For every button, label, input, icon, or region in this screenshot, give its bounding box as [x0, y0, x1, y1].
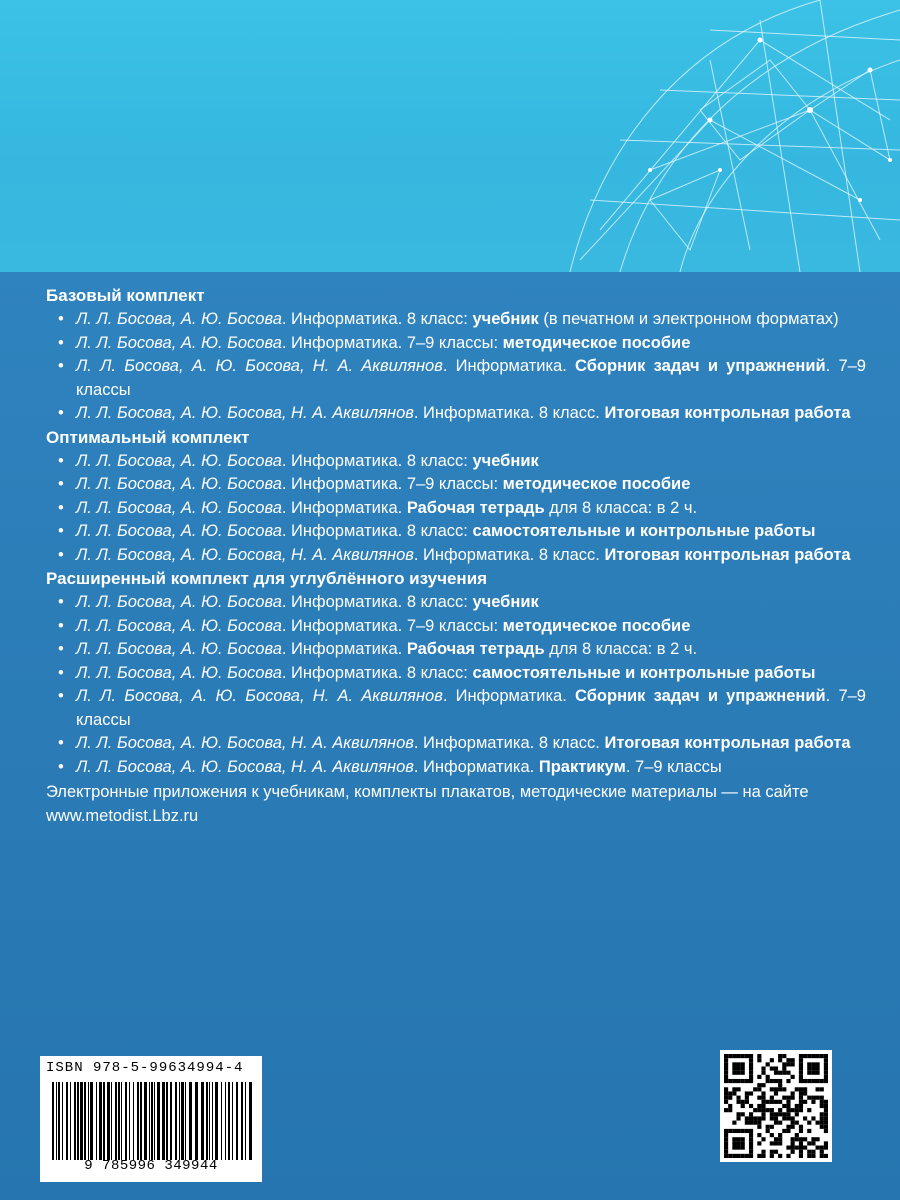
book-details: . 7–9 классы — [625, 757, 722, 776]
book-item — [46, 615, 866, 639]
book-item — [46, 450, 866, 474]
book-authors: Л. Л. Босова, А. Ю. Босова, Н. А. Аквилянов — [76, 687, 443, 705]
book-item — [46, 332, 866, 356]
series-list — [46, 284, 866, 828]
book-authors: Л. Л. Босова, А. Ю. Босова — [76, 640, 282, 658]
book-item — [46, 685, 866, 732]
book-title-text: . Информатика. 8 класс: — [281, 451, 473, 470]
book-item — [46, 497, 866, 521]
book-type: Практикум — [538, 757, 626, 776]
book-type: учебник — [472, 310, 539, 328]
book-authors: Л. Л. Босова, А. Ю. Босова, Н. А. Аквилянов — [76, 545, 414, 564]
book-details: для 8 класса: в 2 ч. — [544, 640, 698, 658]
book-authors: Л. Л. Босова, А. Ю. Босова, Н. А. Аквилянов — [76, 404, 414, 422]
isbn-label: ISBN 978-5-99634994-4 — [46, 1060, 244, 1076]
book-authors: Л. Л. Босова, А. Ю. Босова — [76, 663, 282, 682]
book-type: Итоговая контрольная работа — [604, 734, 851, 752]
book-title-text: . Информатика. 8 класс: — [281, 522, 473, 540]
book-item — [46, 638, 866, 662]
book-item — [46, 591, 866, 615]
book-authors: Л. Л. Босова, А. Ю. Босова — [76, 310, 282, 328]
book-type: методическое пособие — [502, 616, 691, 635]
book-type: учебник — [472, 593, 539, 611]
book-title-text: . Информатика. 7–9 классы: — [281, 333, 503, 352]
book-authors: Л. Л. Босова, А. Ю. Босова — [76, 475, 282, 493]
book-title-text: . Информатика. 8 класс. — [413, 404, 605, 422]
book-title-text: . Информатика. — [442, 687, 576, 705]
book-title-text: . Информатика. — [281, 640, 407, 658]
section-title: Расширенный комплект для углублённого изучения — [46, 569, 488, 588]
book-authors: Л. Л. Босова, А. Ю. Босова — [76, 333, 282, 352]
book-title-text: . Информатика. 8 класс: — [281, 310, 473, 328]
book-type: методическое пособие — [502, 475, 691, 493]
barcode-bars — [50, 1082, 254, 1160]
book-title-text: . Информатика. 8 класс. — [413, 734, 605, 752]
book-title-text: . Информатика. 8 класс: — [281, 663, 473, 682]
book-authors: Л. Л. Босова, А. Ю. Босова — [76, 498, 282, 517]
book-authors: Л. Л. Босова, А. Ю. Босова — [76, 522, 282, 540]
book-list — [46, 308, 866, 426]
book-type: Итоговая контрольная работа — [604, 545, 851, 564]
network-globe-illustration — [560, 0, 900, 272]
book-details: . 7–9 классы — [76, 687, 866, 729]
book-type: Сборник задач и упражнений — [575, 357, 826, 375]
section-title: Базовый комплект — [46, 286, 205, 305]
book-authors: Л. Л. Босова, А. Ю. Босова — [76, 593, 282, 611]
book-title-text: . Информатика. 8 класс: — [281, 593, 473, 611]
book-item — [46, 473, 866, 497]
section-title: Оптимальный комплект — [46, 427, 250, 447]
book-title-text: . Информатика. — [413, 757, 539, 776]
book-type: Рабочая тетрадь — [406, 498, 545, 517]
book-authors: Л. Л. Босова, А. Ю. Босова — [76, 451, 282, 470]
isbn-barcode — [40, 1056, 262, 1182]
book-type: методическое пособие — [502, 333, 691, 352]
book-item — [46, 355, 866, 402]
book-item — [46, 732, 866, 756]
book-details: (в печатном и электронном форматах) — [538, 310, 839, 328]
book-authors: Л. Л. Босова, А. Ю. Босова — [76, 616, 282, 635]
book-authors: Л. Л. Босова, А. Ю. Босова, Н. А. Аквилянов — [76, 757, 414, 776]
book-item — [46, 308, 866, 332]
book-type: Итоговая контрольная работа — [604, 404, 851, 422]
book-type: Рабочая тетрадь — [406, 640, 545, 658]
book-item — [46, 402, 866, 426]
book-type: самостоятельные и контрольные работы — [472, 522, 816, 540]
qr-code — [720, 1050, 832, 1162]
book-item — [46, 520, 866, 544]
top-band — [0, 0, 900, 272]
book-type: самостоятельные и контрольные работы — [472, 663, 816, 682]
book-title-text: . Информатика. 7–9 классы: — [281, 475, 503, 493]
book-title-text: . Информатика. — [442, 357, 576, 375]
book-authors: Л. Л. Босова, А. Ю. Босова, Н. А. Аквилянов — [76, 357, 443, 375]
book-list — [46, 450, 866, 568]
book-details: для 8 класса: в 2 ч. — [544, 498, 698, 517]
book-item — [46, 544, 866, 568]
book-type: учебник — [472, 451, 539, 470]
book-details: . 7–9 классы — [76, 357, 866, 399]
book-type: Сборник задач и упражнений — [575, 687, 826, 705]
book-authors: Л. Л. Босова, А. Ю. Босова, Н. А. Аквилянов — [76, 734, 414, 752]
website-note: Электронные приложения к учебникам, комплекты плакатов, методические материалы — на сайте www.metodist.Lbz.ru — [46, 783, 809, 825]
book-title-text: . Информатика. 8 класс. — [413, 545, 605, 564]
book-title-text: . Информатика. 7–9 классы: — [281, 616, 503, 635]
barcode-digits: 9 785996 349944 — [84, 1158, 218, 1174]
qr-code-pattern — [724, 1054, 828, 1158]
book-list — [46, 591, 866, 779]
book-title-text: . Информатика. — [281, 498, 407, 517]
book-item — [46, 756, 866, 780]
book-item — [46, 662, 866, 686]
